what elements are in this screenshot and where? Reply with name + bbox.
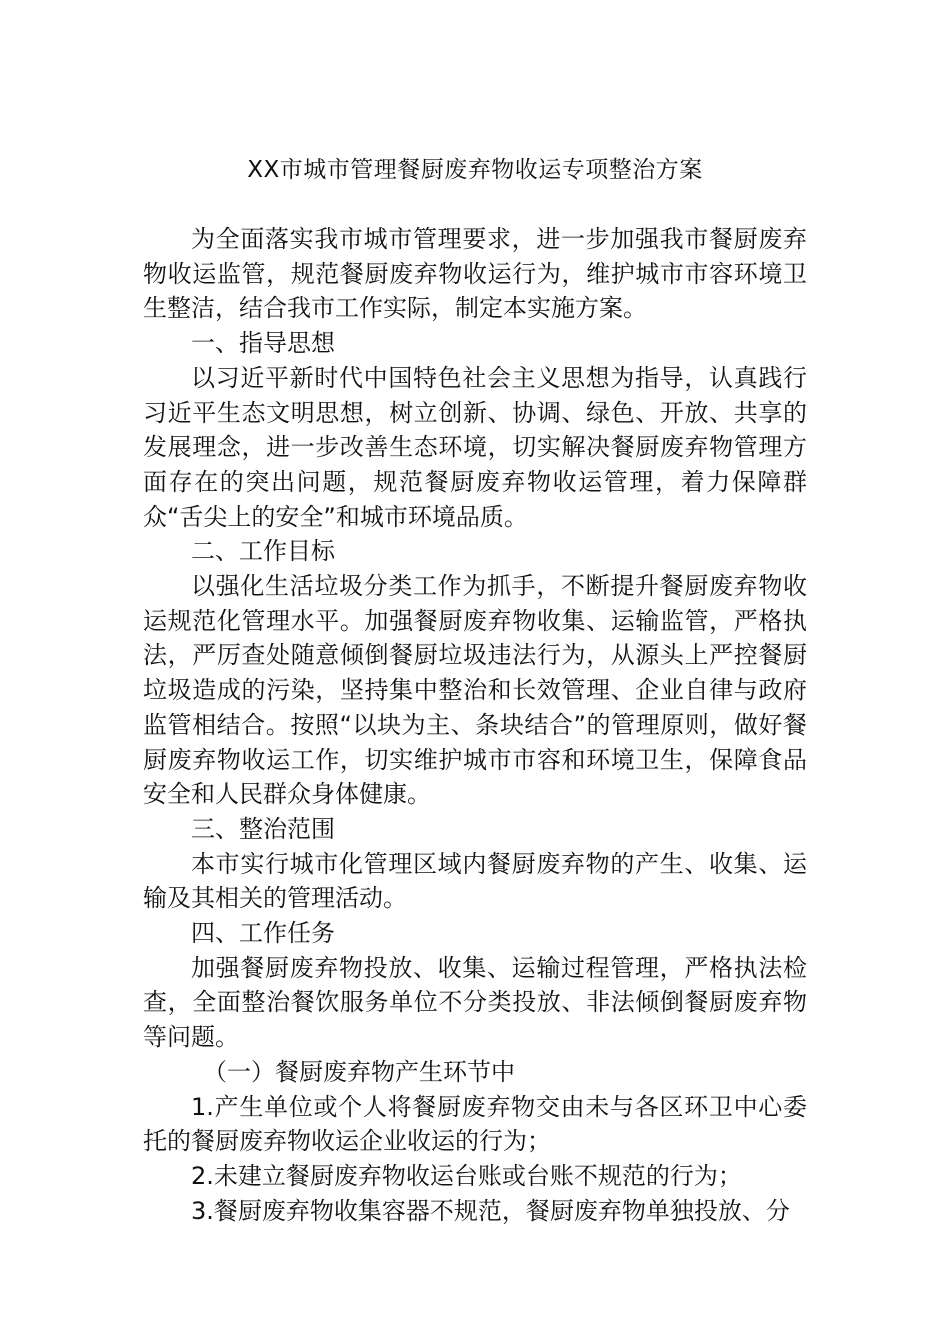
intro-paragraph: 为全面落实我市城市管理要求，进一步加强我市餐厨废弃物收运监管，规范餐厨废弃物收运行为，维护城市市容环境卫生整洁，结合我市工作实际，制定本实施方案。 [143,225,807,323]
list-item: 3.餐厨废弃物收集容器不规范，餐厨废弃物单独投放、分 [191,1196,790,1225]
section-text-guiding-thought: 以习近平新时代中国特色社会主义思想为指导，认真践行习近平生态文明思想，树立创新、协调、绿色、开放、共享的发展理念，进一步改善生态环境，切实解决餐厨废弃物管理方面存在的突出问题，规范餐厨废弃物收运管理，着力保障群众“舌尖上的安全”和城市环境品质。 [143,363,807,531]
list-item: 1.产生单位或个人将餐厨废弃物交由未与各区环卫中心委托的餐厨废弃物收运企业收运的行为； [143,1092,807,1156]
section-text-work-goals: 以强化生活垃圾分类工作为抓手，不断提升餐厨废弃物收运规范化管理水平。加强餐厨废弃物收集、运输监管，严格执法，严厉查处随意倾倒餐厨垃圾违法行为，从源头上严控餐厨垃圾造成的污染，坚持集中整治和长效管理、企业自律与政府监管相结合。按照“以块为主、条块结合”的管理原则，做好餐厨废弃物收运工作，切实维护城市市容和环境卫生，保障食品安全和人民群众身体健康。 [143,572,807,809]
section-text-scope: 本市实行城市化管理区域内餐厨废弃物的产生、收集、运输及其相关的管理活动。 [143,849,807,913]
subsection-heading-generation: （一）餐厨废弃物产生环节中 [203,1057,515,1086]
section-heading-guiding-thought: 一、指导思想 [191,329,335,358]
section-text-work-tasks: 加强餐厨废弃物投放、收集、运输过程管理，严格执法检查，全面整治餐饮服务单位不分类投放、非法倾倒餐厨废弃物等问题。 [143,953,807,1052]
list-item: 2.未建立餐厨废弃物收运台账或台账不规范的行为； [191,1161,742,1190]
section-heading-work-goals: 二、工作目标 [191,537,335,566]
document-body [143,222,807,1228]
document-title: XX市城市管理餐厨废弃物收运专项整治方案 [247,157,703,183]
section-heading-work-tasks: 四、工作任务 [191,919,335,948]
section-heading-scope: 三、整治范围 [191,814,335,843]
